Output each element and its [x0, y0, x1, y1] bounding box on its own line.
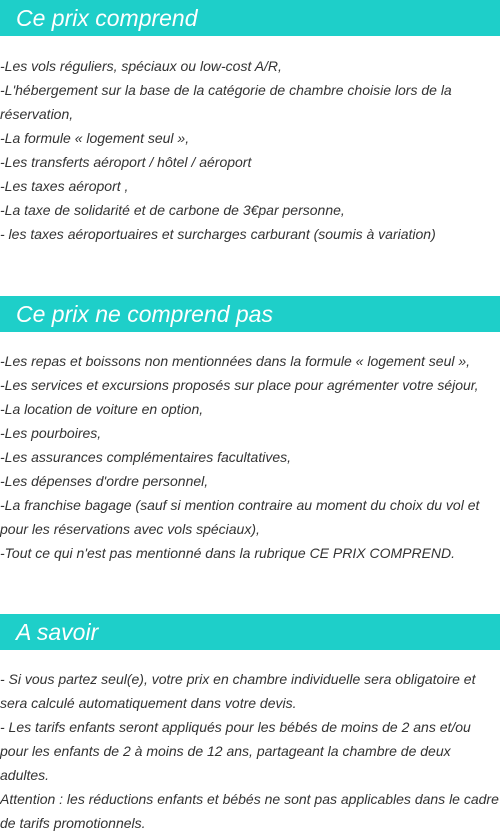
list-item: -Tout ce qui n'est pas mentionné dans la rubrique CE PRIX COMPREND. [0, 545, 456, 561]
list-item: -Les repas et boissons non mentionnées dans la formule « logement seul », [0, 353, 471, 369]
list-item: - Les tarifs enfants seront appliqués pour les bébés de moins de 2 ans et/ou pour les enfants de 2 à moins de 12 ans, partageant la chambre de deux adultes. [0, 719, 471, 783]
list-item: -Les assurances complémentaires facultatives, [0, 449, 292, 465]
info-list [0, 667, 500, 835]
included-list [0, 54, 500, 246]
section-title: A savoir [16, 619, 99, 645]
section-title: Ce prix ne comprend pas [16, 301, 273, 327]
section-prix-ne-comprend-pas [0, 296, 500, 565]
list-item: -La location de voiture en option, [0, 401, 204, 417]
list-item: -Les vols réguliers, spéciaux ou low-cost A/R, [0, 58, 282, 74]
list-item: -Les taxes aéroport , [0, 178, 129, 194]
section-a-savoir [0, 614, 500, 835]
section-prix-comprend [0, 0, 500, 246]
list-item: -La franchise bagage (sauf si mention contraire au moment du choix du vol et pour les réservations avec vols spéciaux), [0, 497, 480, 537]
section-header [0, 0, 500, 36]
section-header [0, 296, 500, 332]
list-item: -L'hébergement sur la base de la catégorie de chambre choisie lors de la réservation, [0, 82, 452, 122]
list-item: -Les transferts aéroport / hôtel / aéroport [0, 154, 252, 170]
list-item: -Les pourboires, [0, 425, 102, 441]
excluded-list [0, 349, 500, 565]
section-title: Ce prix comprend [16, 5, 198, 31]
section-header [0, 614, 500, 650]
list-item: -Les dépenses d'ordre personnel, [0, 473, 209, 489]
list-item: -Les services et excursions proposés sur place pour agrémenter votre séjour, [0, 377, 479, 393]
list-item: -La taxe de solidarité et de carbone de 3€par personne, [0, 202, 345, 218]
list-item: Attention : les réductions enfants et bébés ne sont pas applicables dans le cadre de tarifs promotionnels. [0, 791, 499, 831]
list-item: - Si vous partez seul(e), votre prix en chambre individuelle sera obligatoire et sera calculé automatiquement dans votre devis. [0, 671, 476, 711]
list-item: -La formule « logement seul », [0, 130, 190, 146]
list-item: - les taxes aéroportuaires et surcharges carburant (soumis à variation) [0, 226, 436, 242]
